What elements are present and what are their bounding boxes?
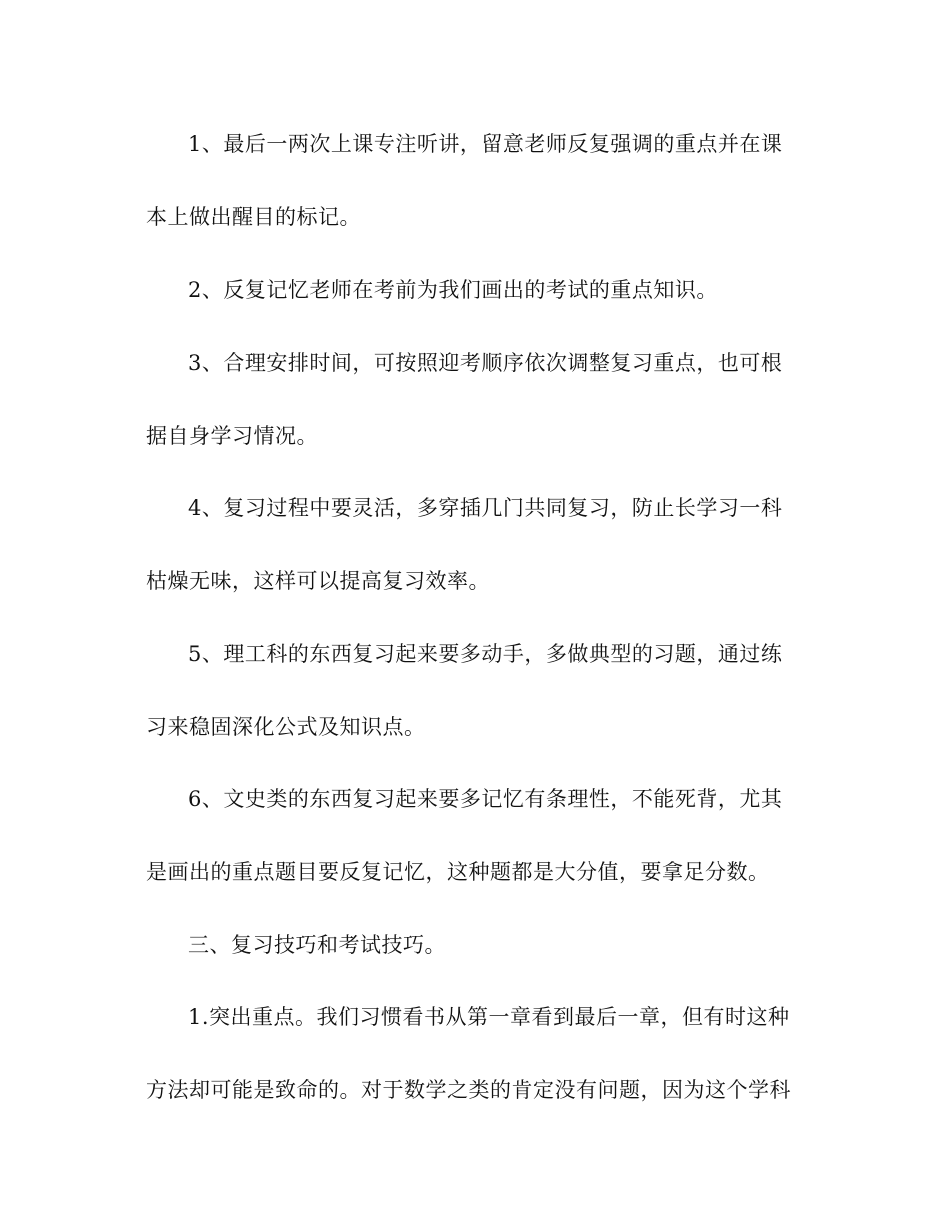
paragraph-3-line-2: 据自身学习情况。 (146, 424, 318, 448)
paragraph-4-line-1: 4、复习过程中要灵活，多穿插几门共同复习，防止长学习一科 (188, 496, 783, 520)
paragraph-5-line-2: 习来稳固深化公式及知识点。 (146, 715, 426, 739)
paragraph-7-line-1: 1.突出重点。我们习惯看书从第一章看到最后一章，但有时这种 (188, 1005, 790, 1029)
paragraph-7-line-2: 方法却可能是致命的。对于数学之类的肯定没有问题，因为这个学科 (146, 1078, 791, 1102)
paragraph-2-line-1: 2、反复记忆老师在考前为我们画出的考试的重点知识。 (188, 278, 718, 302)
paragraph-1-line-2: 本上做出醒目的标记。 (146, 205, 361, 229)
paragraph-3-line-1: 3、合理安排时间，可按照迎考顺序依次调整复习重点，也可根 (188, 351, 783, 375)
paragraph-1-line-1: 1、最后一两次上课专注听讲，留意老师反复强调的重点并在课 (188, 132, 783, 156)
paragraph-4-line-2: 枯燥无味，这样可以提高复习效率。 (146, 569, 490, 593)
section-heading: 三、复习技巧和考试技巧。 (188, 933, 446, 957)
paragraph-6-line-2: 是画出的重点题目要反复记忆，这种题都是大分值，要拿足分数。 (146, 860, 770, 884)
paragraph-6-line-1: 6、文史类的东西复习起来要多记忆有条理性，不能死背，尤其 (188, 787, 783, 811)
paragraph-5-line-1: 5、理工科的东西复习起来要多动手，多做典型的习题，通过练 (188, 642, 783, 666)
